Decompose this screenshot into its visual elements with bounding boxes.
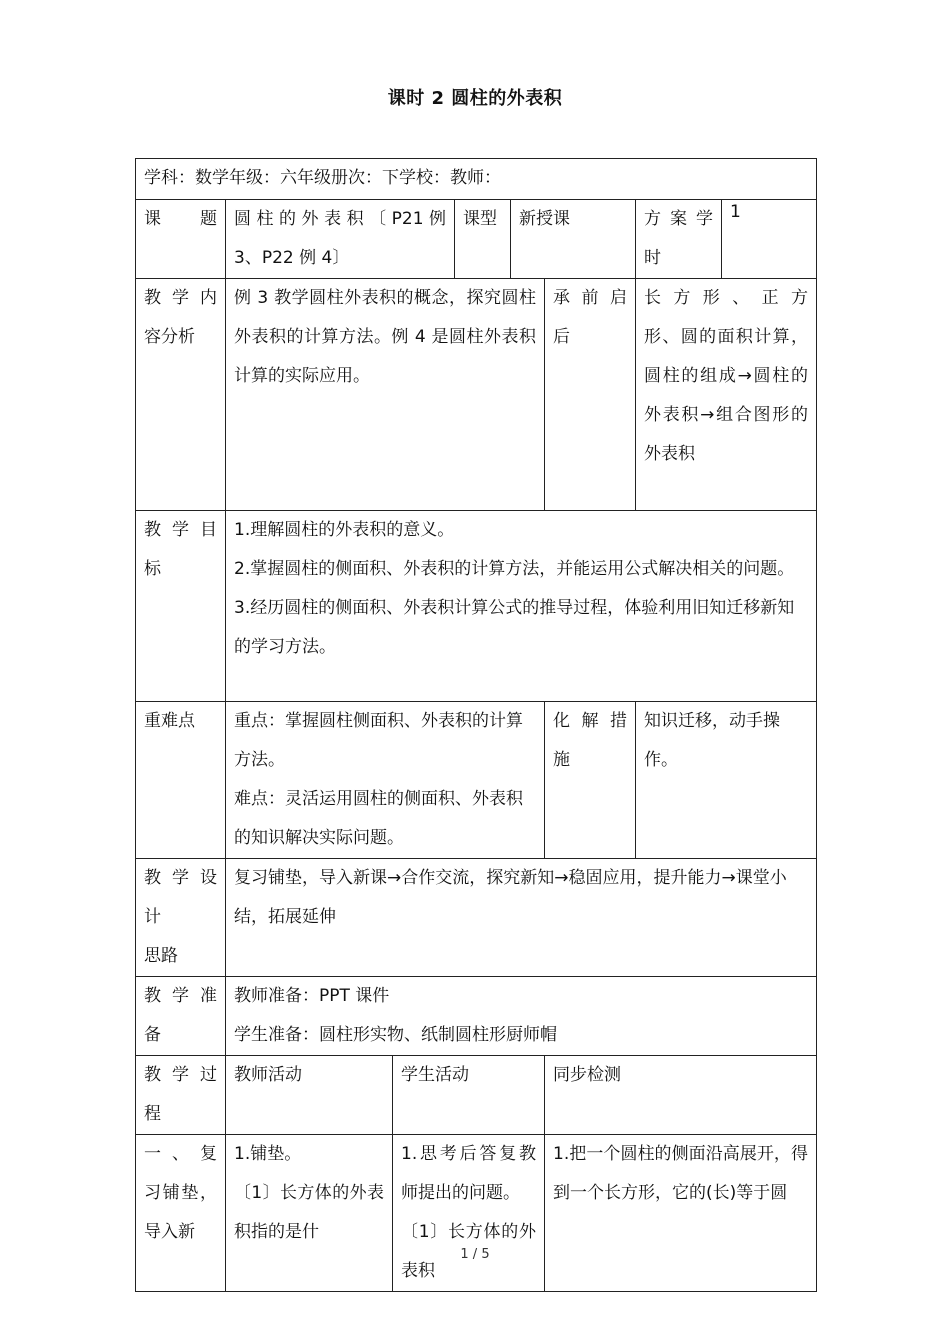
step1-student-line2: 〔1〕长方体的外表积 <box>401 1222 536 1281</box>
resolve-value: 知识迁移，动手操作。 <box>636 702 817 859</box>
class-hours-value: 1 <box>722 200 817 279</box>
goal-item-1: 1.理解圆柱的外表积的意义。 <box>234 520 455 540</box>
header-row <box>136 159 817 200</box>
content-analysis-label: 教 学 内 容分析 <box>136 279 226 511</box>
lesson-type-value: 新授课 <box>511 200 636 279</box>
step1-teacher-line1: 1.铺垫。 <box>234 1144 302 1164</box>
topic-row <box>136 200 817 279</box>
difficult-point: 难点：灵活运用圆柱的侧面积、外表积的知识解决实际问题。 <box>234 789 523 848</box>
preparation-label: 教 学 准 备 <box>136 977 226 1056</box>
sync-check-header: 同步检测 <box>545 1056 817 1135</box>
content-analysis-row <box>136 279 817 511</box>
key-points-row <box>136 702 817 859</box>
process-label: 教 学 过 程 <box>136 1056 226 1135</box>
page-number: 1 / 5 <box>460 1247 490 1262</box>
link-value: 长 方 形 、 正 方 形、圆的面积计算，圆柱的组成→圆柱的外表积→组合图形的外表积 <box>636 279 817 511</box>
design-label-line1: 教 学 设 计 <box>144 868 217 927</box>
topic-label: 课题 <box>136 200 226 279</box>
content-analysis-value: 例 3 教学圆柱外表积的概念，探究圆柱外表积的计算方法。例 4 是圆柱外表积计算的实际应用。 <box>226 279 545 511</box>
design-label-line2: 思路 <box>144 946 178 966</box>
preparation-row <box>136 977 817 1056</box>
teacher-activity-header: 教师活动 <box>226 1056 393 1135</box>
goals-cell <box>226 511 817 702</box>
step1-label: 一 、 复 习铺垫，导入新 <box>136 1135 226 1292</box>
design-value: 复习铺垫，导入新课→合作交流，探究新知→稳固应用，提升能力→课堂小结，拓展延伸 <box>226 859 817 977</box>
key-points-cell <box>226 702 545 859</box>
lesson-plan-table <box>135 158 817 1292</box>
process-header-row <box>136 1056 817 1135</box>
goals-row <box>136 511 817 702</box>
student-preparation: 学生准备：圆柱形实物、纸制圆柱形厨师帽 <box>234 1025 557 1045</box>
teacher-preparation: 教师准备：PPT 课件 <box>234 986 390 1006</box>
design-label-cell <box>136 859 226 977</box>
design-row <box>136 859 817 977</box>
class-hours-label: 方 案 学 时 <box>636 200 722 279</box>
link-label: 承 前 启 后 <box>545 279 636 511</box>
step1-student-line1: 1.思考后答复教师提出的问题。 <box>401 1144 536 1203</box>
step1-teacher-cell <box>226 1135 393 1292</box>
key-point: 重点：掌握圆柱侧面积、外表积的计算方法。 <box>234 711 523 770</box>
step1-check: 1.把一个圆柱的侧面沿高展开，得到一个长方形，它的(长)等于圆 <box>545 1135 817 1292</box>
preparation-cell <box>226 977 817 1056</box>
goal-item-3: 3.经历圆柱的侧面积、外表积计算公式的推导过程，体验利用旧知迁移新知的学习方法。 <box>234 598 795 657</box>
goals-label: 教 学 目 标 <box>136 511 226 702</box>
header-info: 学科：数学年级：六年级册次：下学校：教师： <box>136 159 817 200</box>
goal-item-2: 2.掌握圆柱的侧面积、外表积的计算方法，并能运用公式解决相关的问题。 <box>234 559 795 579</box>
key-points-label: 重难点 <box>136 702 226 859</box>
step1-teacher-line2: 〔1〕长方体的外表积指的是什 <box>234 1183 384 1242</box>
step1-row <box>136 1135 817 1292</box>
lesson-type-label: 课型 <box>455 200 511 279</box>
resolve-label: 化 解 措 施 <box>545 702 636 859</box>
page-title: 课时 2 圆柱的外表积 <box>387 88 563 109</box>
topic-value: 圆 柱 的 外 表 积 〔 P21 例 3、P22 例 4〕 <box>226 200 455 279</box>
step1-student-cell <box>393 1135 545 1292</box>
student-activity-header: 学生活动 <box>393 1056 545 1135</box>
